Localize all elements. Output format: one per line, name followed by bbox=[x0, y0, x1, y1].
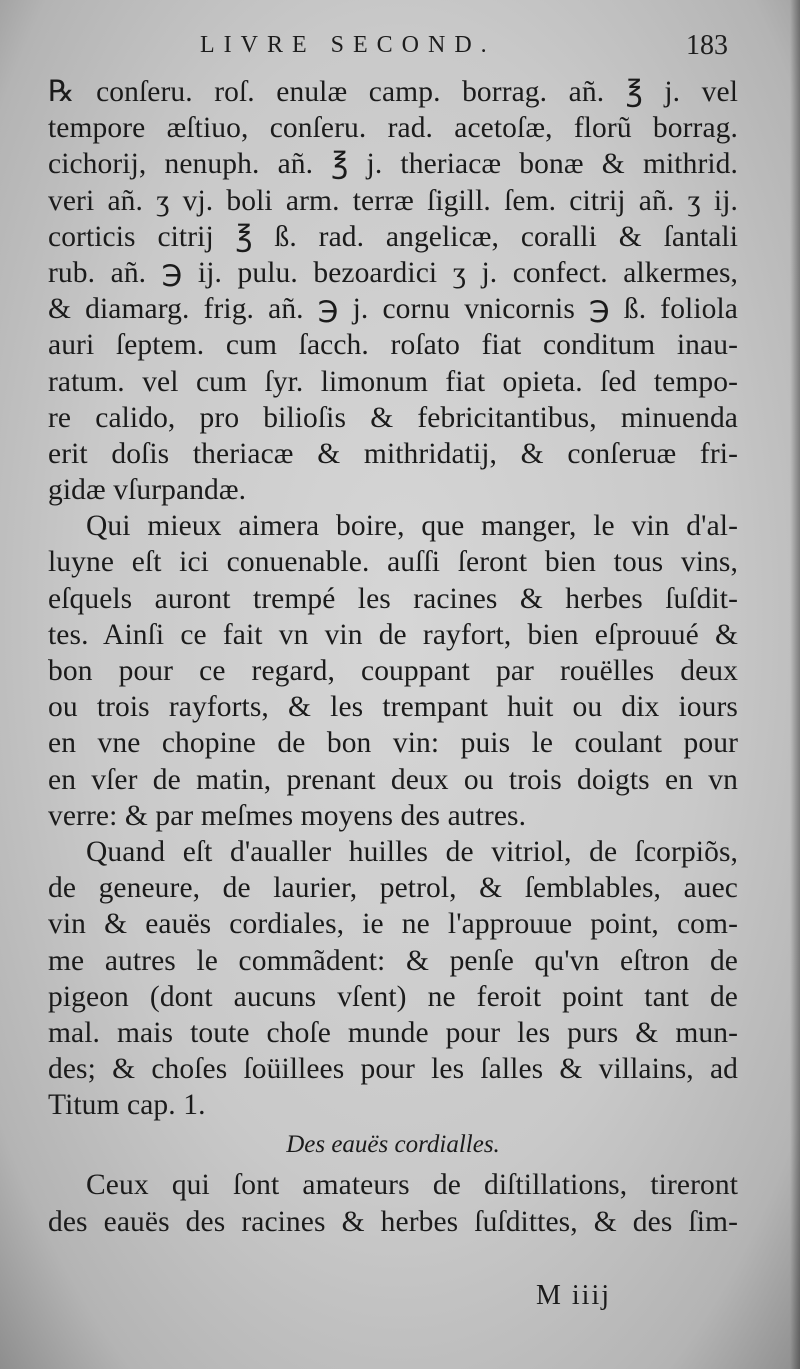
running-title: LIVRE SECOND. bbox=[200, 32, 496, 58]
text-line: me autres le commãdent: & penſe qu'vn eſtron de bbox=[48, 944, 738, 977]
text-line: des eauës des racines & herbes ſuſdittes, & des ſim- bbox=[48, 1205, 738, 1238]
main-text bbox=[48, 74, 738, 1240]
text-line: bon pour ce regard, couppant par rouëlles deux bbox=[48, 655, 738, 687]
text-line: gidæ vſurpandæ. bbox=[48, 474, 247, 507]
text-line: en vne chopine de bon vin: puis le coulant pour bbox=[48, 727, 738, 760]
text-line: en vſer de matin, prenant deux ou trois doigts en vn bbox=[48, 763, 738, 796]
running-head bbox=[0, 28, 800, 64]
text-line: tes. Ainſi ce fait vn vin de rayfort, bien eſprouué & bbox=[48, 618, 738, 651]
text-line: ratum. vel cum ſyr. limonum fiat opieta. ſed tempo- bbox=[48, 365, 738, 398]
text-line: Titum cap. 1. bbox=[48, 1089, 206, 1122]
text-line: veri añ. ʒ vj. boli arm. terræ ſigill. ſem. citrij añ. ʒ ij. bbox=[48, 184, 738, 217]
signature-mark: M iiij bbox=[536, 1280, 612, 1311]
text-line: corticis citrij ℥ ß. rad. angelicæ, coralli & ſantali bbox=[48, 220, 738, 253]
text-line: luyne eſt ici conuenable. auſſi ſeront bien tous vins, bbox=[48, 546, 738, 579]
text-line: eſquels auront trempé les racines & herbes ſuſdit- bbox=[48, 582, 738, 615]
text-line: Ceux qui ſont amateurs de diſtillations, tireront bbox=[86, 1169, 738, 1202]
text-line: ℞ conſeru. roſ. enulæ camp. borrag. añ. ℥ j. vel bbox=[48, 76, 738, 108]
paragraph-wine bbox=[48, 508, 738, 834]
text-line: & diamarg. frig. añ. ℈ j. cornu vnicornis ℈ ß. foliola bbox=[48, 293, 738, 326]
paragraph-prescription bbox=[48, 74, 738, 508]
text-line: pigeon (dont aucuns vſent) ne feroit point tant de bbox=[48, 980, 738, 1013]
text-line: erit doſis theriacæ & mithridatij, & conſeruæ fri- bbox=[48, 437, 738, 470]
text-line: de geneure, de laurier, petrol, & ſemblables, auec bbox=[48, 872, 738, 905]
section-heading: Des eauës cordialles. bbox=[286, 1131, 500, 1159]
text-line: verre: & par meſmes moyens des autres. bbox=[48, 799, 527, 832]
page-number: 183 bbox=[686, 30, 728, 61]
text-line: re calido, pro bilioſis & febricitantibus, minuenda bbox=[48, 401, 738, 434]
paragraph-oils bbox=[48, 834, 738, 1124]
text-line: Qui mieux aimera boire, que manger, le vin d'al- bbox=[86, 510, 738, 543]
text-line: Quand eſt d'aualler huilles de vitriol, de ſcorpiõs, bbox=[86, 835, 738, 868]
text-line: vin & eauës cordiales, ie ne l'approuue point, com- bbox=[48, 908, 738, 941]
text-line: auri ſeptem. cum ſacch. roſato fiat conditum inau- bbox=[48, 329, 738, 362]
text-line: cichorij, nenuph. añ. ℥ j. theriacæ bonæ & mithrid. bbox=[48, 148, 738, 181]
text-line: ou trois rayforts, & les trempant huit ou dix iours bbox=[48, 691, 738, 724]
text-line: mal. mais toute choſe munde pour les purs & mun- bbox=[48, 1016, 738, 1049]
text-line: rub. añ. ℈ ij. pulu. bezoardici ʒ j. confect. alkermes, bbox=[48, 256, 738, 289]
text-line: tempore æſtiuo, conſeru. rad. acetoſæ, florũ borrag. bbox=[48, 112, 738, 145]
text-line: des; & choſes ſoüillees pour les ſalles & villains, ad bbox=[48, 1053, 738, 1086]
paragraph-distillations bbox=[48, 1167, 738, 1239]
